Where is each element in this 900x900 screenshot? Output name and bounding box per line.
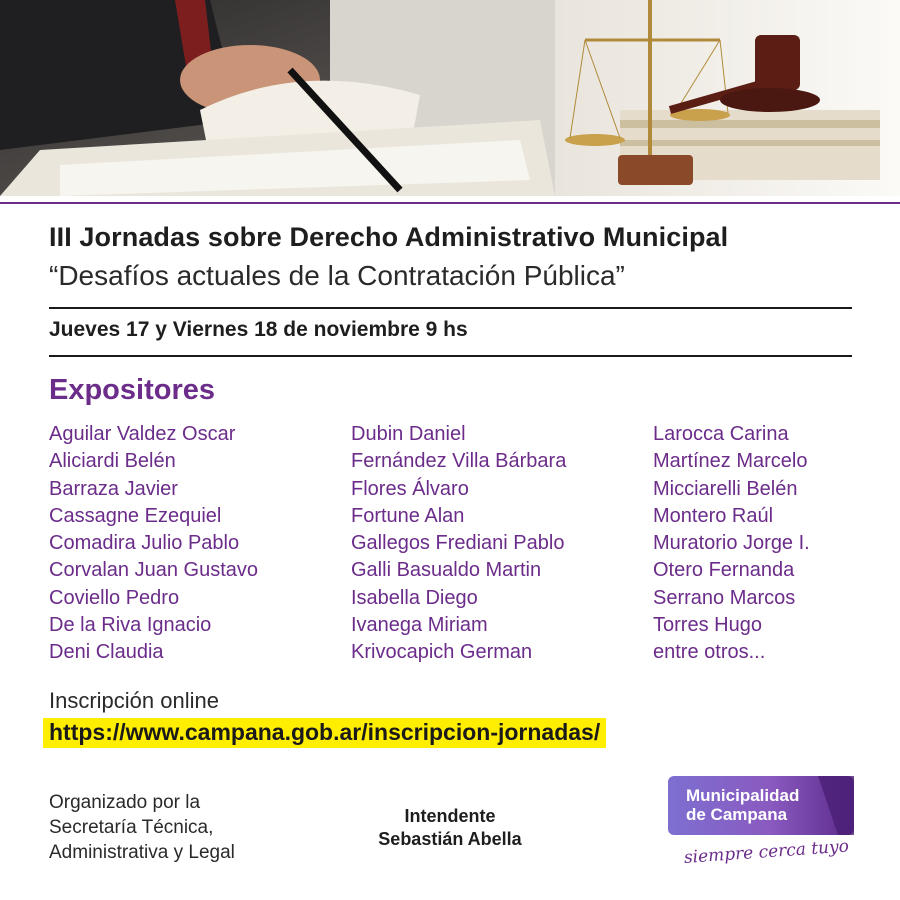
organizer-block — [49, 790, 235, 865]
speaker-name: Cassagne Ezequiel — [49, 504, 222, 527]
speaker-name: Muratorio Jorge I. — [653, 532, 810, 555]
speakers-more-note: entre otros... — [653, 641, 766, 664]
speaker-name: Aguilar Valdez Oscar — [49, 423, 236, 445]
speaker-name: Montero Raúl — [653, 504, 774, 527]
speaker-name: Otero Fernanda — [653, 559, 795, 582]
hero-illustration — [0, 0, 900, 196]
speaker-name: Fernández Villa Bárbara — [351, 450, 567, 473]
hero-banner — [0, 0, 900, 196]
logo-line-1: Municipalidad — [686, 786, 800, 805]
slogan: siempre cerca tuyo — [683, 836, 850, 868]
reading-photo — [0, 0, 555, 196]
divider-top — [49, 307, 852, 309]
mayor-title: Intendente — [404, 806, 496, 826]
speaker-name: Corvalan Juan Gustavo — [49, 559, 259, 582]
divider-bottom — [49, 355, 852, 357]
speaker-name: Larocca Carina — [653, 423, 789, 445]
speaker-name: Deni Claudia — [49, 641, 164, 664]
speaker-name: Serrano Marcos — [653, 586, 796, 609]
speakers-column-2 — [351, 421, 566, 667]
speakers-column-3 — [653, 421, 810, 667]
speaker-name: Isabella Diego — [351, 586, 478, 609]
hero-divider — [0, 202, 900, 204]
scales-photo — [555, 0, 900, 196]
logo-text — [686, 786, 799, 824]
speaker-name: Micciarelli Belén — [653, 477, 798, 500]
mayor-block — [345, 805, 555, 851]
registration-link[interactable]: https://www.campana.gob.ar/inscripcion-jornadas/ — [43, 718, 606, 748]
speaker-name: Krivocapich German — [351, 641, 533, 664]
speaker-name: Dubin Daniel — [351, 423, 466, 445]
speaker-name: Galli Basualdo Martin — [351, 559, 542, 582]
event-dates: Jueves 17 y Viernes 18 de noviembre 9 hs — [49, 318, 468, 341]
registration-label: Inscripción online — [49, 688, 219, 713]
mayor-name: Sebastián Abella — [378, 829, 522, 849]
logo-line-2: de Campana — [686, 805, 788, 824]
speaker-name: Ivanega Miriam — [351, 614, 488, 637]
speaker-name: Aliciardi Belén — [49, 450, 176, 473]
organizer-line: Administrativa y Legal — [49, 842, 235, 863]
speaker-name: Barraza Javier — [49, 477, 178, 500]
organizer-line: Secretaría Técnica, — [49, 817, 214, 838]
speakers-column-1 — [49, 421, 258, 667]
speakers-heading: Expositores — [49, 374, 215, 406]
speaker-name: Gallegos Frediani Pablo — [351, 532, 565, 555]
event-title: III Jornadas sobre Derecho Administrativo Municipal — [49, 222, 729, 252]
speaker-name: Torres Hugo — [653, 614, 762, 637]
event-subtitle: “Desafíos actuales de la Contratación Pública” — [49, 260, 625, 291]
speaker-name: Flores Álvaro — [351, 477, 469, 500]
speaker-name: Coviello Pedro — [49, 586, 180, 609]
organizer-line: Organizado por la — [49, 792, 201, 813]
speaker-name: Martínez Marcelo — [653, 450, 808, 473]
speaker-name: Comadira Julio Pablo — [49, 532, 240, 555]
speaker-name: Fortune Alan — [351, 504, 465, 527]
speaker-name: De la Riva Ignacio — [49, 614, 212, 637]
